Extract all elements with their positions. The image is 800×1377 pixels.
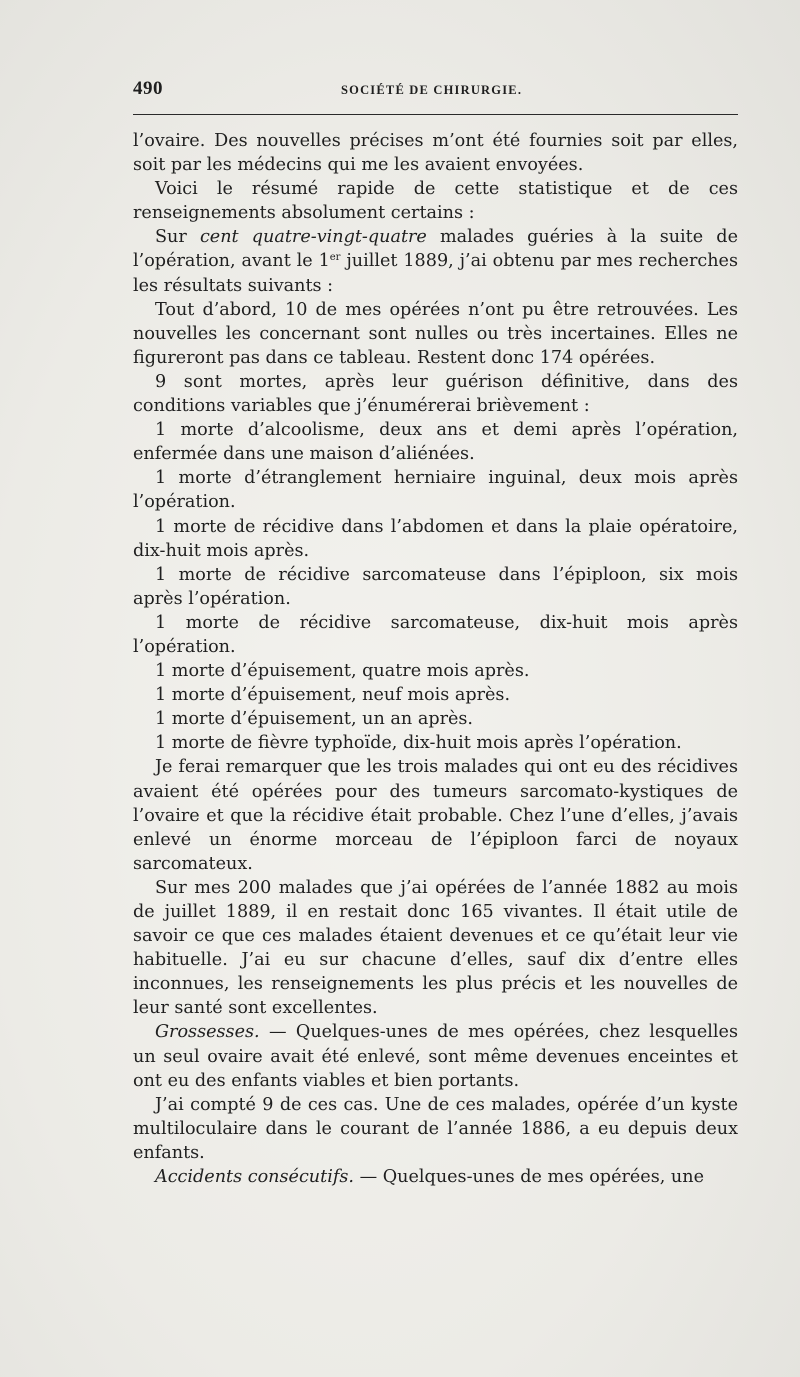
list-item: 1 morte d’épuisement, un an après. [155, 709, 474, 730]
text-run: Sur [155, 227, 200, 248]
list-item: 1 morte de récidive dans l’abdomen et dans la plaie opératoire, dix-huit mois après. [133, 516, 738, 561]
body-text [133, 129, 738, 1189]
section-heading-italic: Accidents consécutifs. [155, 1167, 354, 1188]
list-item: 1 morte d’épuisement, quatre mois après. [155, 661, 530, 682]
italic-phrase: cent quatre-vingt-quatre [199, 227, 427, 248]
text-run: malades guéries à la suite de l’opération, avant le 1 [133, 227, 738, 272]
list-item: 1 morte de récidive sarcomateuse dans l’épiploon, six mois après l’opération. [133, 564, 738, 609]
paragraph: l’ovaire. Des nouvelles précises m’ont été fournies soit par elles, soit par les médecins qui me les avaient envoyées. [133, 131, 738, 176]
text-run: — Quelques-unes de mes opérées, chez lesquelles un seul ovaire avait été enlevé, sont même devenues enceintes et ont eu des enfants viables et bien portants. [133, 1022, 738, 1091]
paragraph: Je ferai remarquer que les trois malades qui ont eu des récidives avaient été opérées pour des tumeurs sarcomato-kystiques de l’ovaire et que la récidive était probable. Chez l’une d’elles, j’avais enlevé un énorme morceau de l’épiploon farci de noyaux sarcomateux. [133, 757, 738, 874]
paragraph: Voici le résumé rapide de cette statistique et de ces renseignements absolument certains : [133, 179, 738, 224]
paragraph: Sur mes 200 malades que j’ai opérées de l’année 1882 au mois de juillet 1889, il en restait donc 165 vivantes. Il était utile de savoir ce que ces malades étaient devenues et ce qu’était leur vie habituelle. J’ai eu sur chacune d’elles, sauf dix d’entre elles inconnues, les renseignements les plus précis et les nouvelles de leur santé sont excellentes. [133, 877, 738, 1019]
paragraph [133, 225, 738, 297]
list-item: 1 morte de fièvre typhoïde, dix-huit mois après l’opération. [155, 733, 682, 754]
page-number: 490 [133, 78, 163, 99]
list-item: 1 morte d’épuisement, neuf mois après. [155, 685, 511, 706]
paragraph [133, 1165, 738, 1189]
section-heading-italic: Grossesses. [155, 1022, 260, 1043]
paragraph: 9 sont mortes, après leur guérison définitive, dans des conditions variables que j’énumérerai brièvement : [133, 371, 738, 417]
list-item: 1 morte d’étranglement herniaire inguinal, deux mois après l’opération. [133, 468, 738, 513]
page-header [133, 78, 738, 104]
text-run: — Quelques-unes de mes opérées, une [353, 1167, 705, 1188]
superscript: er [329, 252, 341, 264]
paragraph: J’ai compté 9 de ces cas. Une de ces malades, opérée d’un kyste multiloculaire dans le courant de l’année 1886, a eu depuis deux enfants. [133, 1094, 738, 1163]
paragraph: Tout d’abord, 10 de mes opérées n’ont pu être retrouvées. Les nouvelles les concernant sont nulles ou très incertaines. Elles ne figureront pas dans ce tableau. Restent donc 174 opérées. [133, 299, 738, 368]
text-run: juillet 1889, j’ai obtenu par mes recherches les résultats suivants : [133, 251, 738, 296]
paragraph [133, 1020, 738, 1092]
running-title: SOCIÉTÉ DE CHIRURGIE. [341, 83, 523, 97]
list-item: 1 morte d’alcoolisme, deux ans et demi après l’opération, enfermée dans une maison d’aliénées. [133, 420, 738, 465]
list-item: 1 morte de récidive sarcomateuse, dix-huit mois après l’opération. [133, 612, 738, 657]
header-rule [133, 114, 738, 115]
